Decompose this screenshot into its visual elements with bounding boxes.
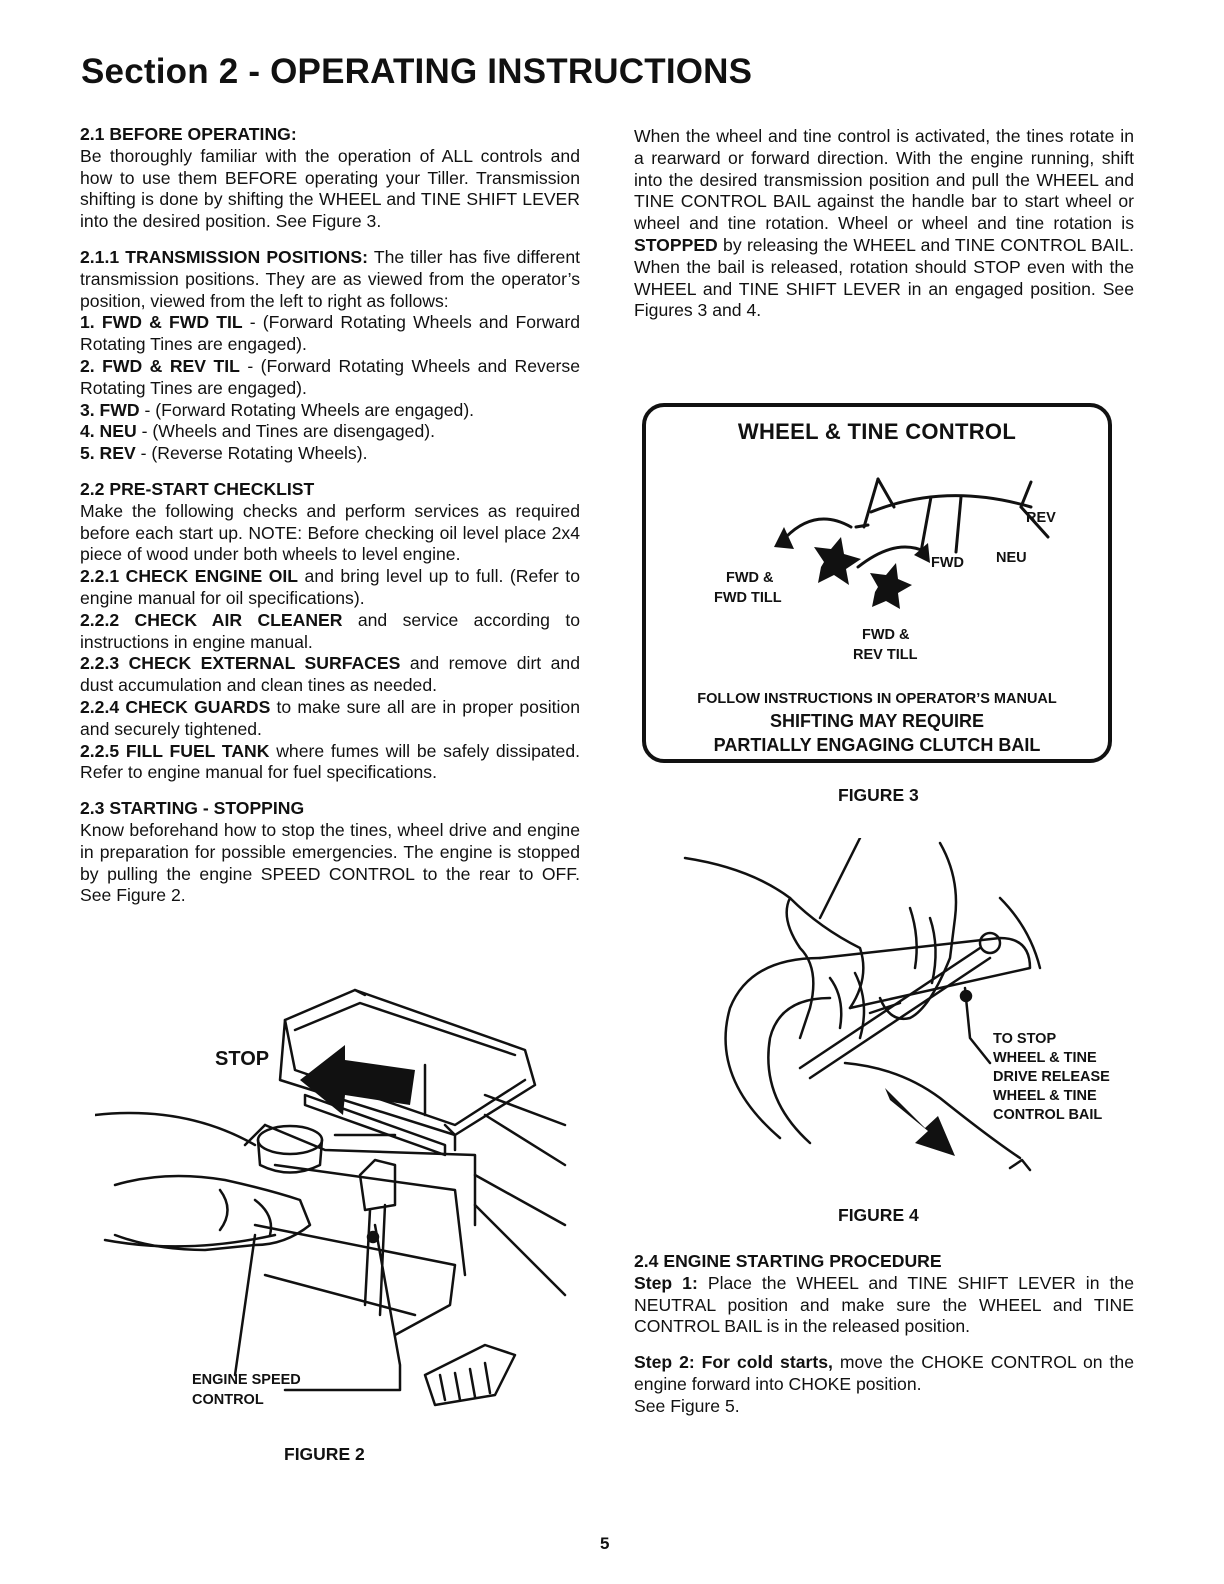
- step-2-reference: See Figure 5.: [634, 1395, 740, 1416]
- checklist-item-key: 2.2.2 CHECK AIR CLEANER: [80, 609, 343, 630]
- transmission-item-text: - (Wheels and Tines are disengaged).: [136, 421, 435, 442]
- figure-2-illustration: [95, 975, 575, 1415]
- follow-instructions-text: FOLLOW INSTRUCTIONS IN OPERATOR’S MANUAL: [697, 691, 1057, 707]
- operator-hand: [115, 1176, 310, 1250]
- section-2-1-body: Be thoroughly familiar with the operation of ALL controls and how to use them BEFORE operating your Tiller. Transmission shifting is done by shifting the WHEEL and TINE SHIFT LEVER into the desired position. See Figure 3.: [80, 145, 580, 232]
- transmission-item: [80, 356, 580, 400]
- checklist-item-text: where fumes will be safely dissipated. Refer to engine manual for fuel specifications.: [80, 740, 581, 783]
- figure-4-illustration: [670, 838, 1140, 1188]
- step-2-label: Step 2: For cold starts,: [634, 1352, 833, 1373]
- drive-release-label-2: WHEEL & TINE: [993, 1050, 1097, 1066]
- fwd-fwd-till-label-1: FWD &: [726, 570, 774, 586]
- control-bail: [800, 948, 980, 1068]
- shift-gate-arc: [871, 496, 1031, 512]
- fwd-label: FWD: [931, 555, 965, 571]
- checklist-item: [80, 653, 580, 697]
- wheel-tine-control-paragraph: [634, 126, 1134, 322]
- checklist-item: [80, 697, 580, 741]
- shifting-text-2: PARTIALLY ENGAGING CLUTCH BAIL: [713, 735, 1041, 755]
- section-2-4-heading: 2.4 ENGINE STARTING PROCEDURE: [634, 1251, 942, 1271]
- checklist-item-key: 2.2.5 FILL FUEL TANK: [80, 740, 270, 761]
- transmission-item: [80, 421, 580, 443]
- drive-release-label-5: CONTROL BAIL: [993, 1107, 1103, 1123]
- transmission-item-key: 2. FWD & REV TIL: [80, 355, 240, 376]
- fwd-fwd-till-label-2: FWD TILL: [714, 590, 782, 606]
- drive-release-label-4: WHEEL & TINE: [993, 1088, 1097, 1104]
- shift-pattern-diagram: [646, 467, 1108, 667]
- transmission-item-key: 1. FWD & FWD TIL: [80, 312, 243, 333]
- step-2: [634, 1352, 1134, 1396]
- step-1-label: Step 1:: [634, 1272, 698, 1293]
- tine-icon: [814, 537, 861, 585]
- intro-stopped: STOPPED: [634, 234, 718, 255]
- left-column: [80, 124, 580, 907]
- transmission-item-text: - (Reverse Rotating Wheels).: [135, 443, 368, 464]
- stop-label: STOP: [215, 1048, 270, 1070]
- speed-control-label-2: CONTROL: [192, 1392, 264, 1408]
- transmission-item-key: 3. FWD: [80, 399, 140, 420]
- transmission-item-key: 4. NEU: [80, 421, 137, 442]
- shifting-text-1: SHIFTING MAY REQUIRE: [769, 711, 985, 731]
- drive-release-label-1: TO STOP: [993, 1031, 1057, 1047]
- step-2-text: move the CHOKE CONTROL on the engine forward into CHOKE position.: [634, 1352, 1134, 1394]
- tine-icon: [870, 563, 912, 609]
- speed-control-label-1: ENGINE SPEED: [192, 1372, 301, 1388]
- transmission-item-key: 5. REV: [80, 443, 136, 464]
- section-2-4: [634, 1251, 1134, 1418]
- wheel-tine-control-title: WHEEL & TINE CONTROL: [737, 419, 1017, 444]
- transmission-item-text: - (Forward Rotating Wheels and Forward Rotating Tines are engaged).: [80, 312, 580, 355]
- transmission-item: [80, 400, 580, 422]
- transmission-item-text: - (Forward Rotating Wheels and Reverse Rotating Tines are engaged).: [80, 355, 580, 398]
- step-1-text: Place the WHEEL and TINE SHIFT LEVER in the NEUTRAL position and make sure the WHEEL and TINE CONTROL BAIL is in the released position.: [634, 1272, 1134, 1337]
- figure-3-caption: FIGURE 3: [838, 785, 919, 805]
- section-2-1-1-body: The tiller has five different transmission positions. They are as viewed from the operator’s position, viewed from the left to right as follows:: [80, 246, 580, 311]
- section-2-2-heading: 2.2 PRE-START CHECKLIST: [80, 478, 315, 499]
- checklist-item-text: and bring level up to full. (Refer to engine manual for oil specifications).: [80, 566, 580, 608]
- checklist-item-text: and remove dirt and dust accumulation and clean tines as needed.: [80, 653, 580, 696]
- step-1: [634, 1273, 1134, 1338]
- section-2-1-1-label: 2.1.1 TRANSMISSION POSITIONS:: [80, 246, 368, 267]
- checklist-item-text: and service according to instructions in engine manual.: [80, 609, 580, 652]
- section-2-1-1-paragraph: [80, 247, 580, 312]
- checklist-item-key: 2.2.1 CHECK ENGINE OIL: [80, 566, 299, 587]
- drive-release-label-3: DRIVE RELEASE: [993, 1069, 1110, 1085]
- transmission-item: [80, 312, 580, 356]
- handle-bar: [726, 958, 820, 1138]
- figure-2-caption: FIGURE 2: [284, 1444, 365, 1464]
- checklist-item-key: 2.2.3 CHECK EXTERNAL SURFACES: [80, 653, 401, 674]
- left-hand: [685, 858, 863, 1008]
- right-column-intro: [634, 126, 1134, 322]
- section-2-3-body: Know beforehand how to stop the tines, wheel drive and engine in preparation for possible emergencies. The engine is stopped by pulling the engine SPEED CONTROL to the rear to OFF. See Figure 2.: [80, 819, 580, 906]
- checklist-item: [80, 610, 580, 654]
- transmission-item-text: - (Forward Rotating Wheels are engaged).: [139, 399, 475, 420]
- figure-3-decal: [642, 403, 1112, 763]
- figure-4-caption: FIGURE 4: [838, 1205, 919, 1225]
- section-2-1-heading: 2.1 BEFORE OPERATING:: [80, 124, 297, 144]
- checklist-item-key: 2.2.4 CHECK GUARDS: [80, 696, 271, 717]
- neu-label: NEU: [996, 550, 1027, 566]
- intro-text-2: by releasing the WHEEL and TINE CONTROL BAIL. When the bail is released, rotation should STOP even with the WHEEL and TINE SHIFT LEVER in an engaged position. See Figures 3 and 4.: [634, 234, 1134, 321]
- transmission-item: [80, 443, 580, 465]
- release-arrow-icon: [885, 1088, 955, 1156]
- page-title: Section 2 - OPERATING INSTRUCTIONS: [81, 52, 753, 91]
- intro-text-1: When the wheel and tine control is activated, the tines rotate in a rearward or forward direction. With the engine running, shift into the desired transmission position and pull the WHEEL and TINE CONTROL BAIL against the handle bar to start wheel or wheel and tine rotation. Wheel or wheel and tine rotation is: [634, 126, 1134, 234]
- fwd-rev-till-label-2: REV TILL: [853, 647, 918, 663]
- rev-label: REV: [1026, 510, 1056, 526]
- section-2-2-intro: Make the following checks and perform services as required before each start up. NOTE: Before checking oil level place 2x4 piece of wood under both wheels to level engine.: [80, 500, 580, 565]
- checklist-item-text: to make sure all are in proper position and securely tightened.: [80, 696, 581, 739]
- speed-control-knob: [360, 1160, 395, 1210]
- checklist-item: [80, 741, 580, 785]
- page-number: 5: [600, 1534, 610, 1553]
- fwd-rev-till-label-1: FWD &: [862, 627, 910, 643]
- air-cleaner-box: [280, 990, 535, 1135]
- section-2-3-heading: 2.3 STARTING - STOPPING: [80, 798, 305, 819]
- checklist-item: [80, 566, 580, 610]
